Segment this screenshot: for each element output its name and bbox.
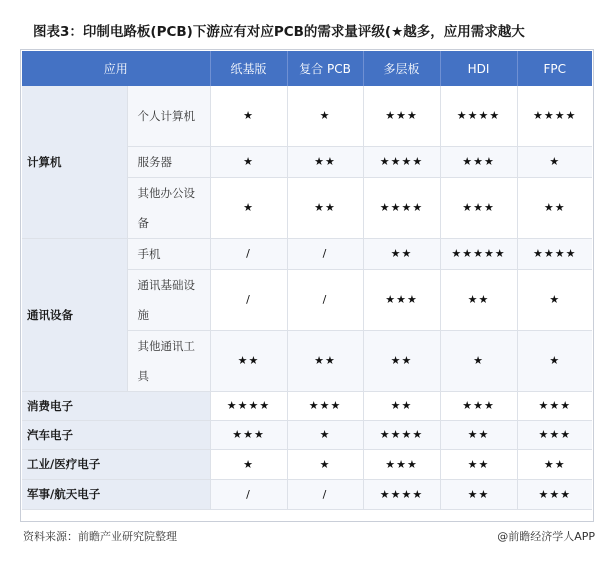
header-col-paper: 纸基版 xyxy=(210,51,287,86)
rating-cell: ★★ xyxy=(517,449,592,479)
rating-cell: ★★★★ xyxy=(363,146,440,177)
rating-cell: ★★ xyxy=(363,238,440,269)
category-communication: 通讯设备 xyxy=(22,238,127,391)
rating-cell: ★ xyxy=(517,330,592,391)
rating-cell: ★★ xyxy=(363,391,440,420)
source-note: 资料来源：前瞻产业研究院整理 xyxy=(23,530,177,543)
rating-cell: ★ xyxy=(210,86,287,146)
rating-cell: ★★★★ xyxy=(517,238,592,269)
table-row xyxy=(22,420,592,449)
rating-cell: / xyxy=(210,238,287,269)
rating-cell: / xyxy=(210,269,287,330)
rating-cell: / xyxy=(287,238,363,269)
rating-cell: ★ xyxy=(287,420,363,449)
rating-cell: ★★ xyxy=(440,479,517,509)
rating-cell: ★★★ xyxy=(363,86,440,146)
rating-cell: ★★★★★ xyxy=(440,238,517,269)
header-col-fpc: FPC xyxy=(517,51,592,86)
sub-row-label: 其他办公设备 xyxy=(127,177,210,238)
sub-row-label: 手机 xyxy=(127,238,210,269)
rating-cell: ★★★★ xyxy=(440,86,517,146)
rating-cell: ★ xyxy=(440,330,517,391)
rating-cell: ★ xyxy=(210,177,287,238)
rating-cell: ★★★★ xyxy=(210,391,287,420)
sub-row-label: 其他通讯工具 xyxy=(127,330,210,391)
sub-row-label: 通讯基础设施 xyxy=(127,269,210,330)
rating-cell: ★ xyxy=(210,146,287,177)
rating-cell: ★★ xyxy=(287,330,363,391)
rating-cell: ★ xyxy=(287,449,363,479)
header-col-hdi: HDI xyxy=(440,51,517,86)
rating-cell: ★ xyxy=(287,86,363,146)
category-consumer-electronics: 消费电子 xyxy=(22,391,210,420)
rating-cell: / xyxy=(287,269,363,330)
table-row xyxy=(22,238,592,269)
rating-cell: ★ xyxy=(517,269,592,330)
chart-title: 图表3：印制电路板(PCB)下游应有对应PCB的需求量评级(★越多，应用需求越大 xyxy=(33,24,525,40)
rating-cell: ★ xyxy=(210,449,287,479)
sub-row-label: 服务器 xyxy=(127,146,210,177)
category-computer: 计算机 xyxy=(22,86,127,238)
rating-cell: ★★ xyxy=(517,177,592,238)
rating-cell: ★★★ xyxy=(440,146,517,177)
rating-cell: ★★★ xyxy=(363,269,440,330)
rating-cell: ★★ xyxy=(440,449,517,479)
rating-cell: ★★★ xyxy=(363,449,440,479)
rating-cell: ★ xyxy=(517,146,592,177)
rating-cell: ★★ xyxy=(440,420,517,449)
header-col-composite: 复合 PCB xyxy=(287,51,363,86)
category-military-aerospace: 军事/航天电子 xyxy=(22,479,210,509)
pcb-demand-table xyxy=(22,51,592,510)
rating-cell: ★★ xyxy=(287,177,363,238)
rating-cell: ★★★ xyxy=(517,391,592,420)
table-row xyxy=(22,391,592,420)
rating-cell: ★★★ xyxy=(517,479,592,509)
rating-cell: ★★★★ xyxy=(363,479,440,509)
rating-cell: ★★★★ xyxy=(517,86,592,146)
rating-cell: ★★ xyxy=(210,330,287,391)
header-col-multilayer: 多层板 xyxy=(363,51,440,86)
rating-cell: ★★★★ xyxy=(363,177,440,238)
brand-credit: @前瞻经济学人APP xyxy=(497,530,595,543)
rating-cell: ★★★ xyxy=(517,420,592,449)
sub-row-label: 个人计算机 xyxy=(127,86,210,146)
rating-cell: ★★★★ xyxy=(363,420,440,449)
rating-cell: ★★ xyxy=(287,146,363,177)
rating-cell: / xyxy=(210,479,287,509)
rating-cell: ★★★ xyxy=(210,420,287,449)
header-application: 应用 xyxy=(22,51,210,86)
rating-cell: ★★★ xyxy=(287,391,363,420)
table-row xyxy=(22,449,592,479)
rating-cell: ★★★ xyxy=(440,391,517,420)
header-row xyxy=(22,51,592,86)
category-automotive-electronics: 汽车电子 xyxy=(22,420,210,449)
rating-cell: / xyxy=(287,479,363,509)
table-row xyxy=(22,86,592,146)
table-row xyxy=(22,479,592,509)
rating-cell: ★★ xyxy=(363,330,440,391)
rating-cell: ★★ xyxy=(440,269,517,330)
category-industrial-medical: 工业/医疗电子 xyxy=(22,449,210,479)
rating-cell: ★★★ xyxy=(440,177,517,238)
